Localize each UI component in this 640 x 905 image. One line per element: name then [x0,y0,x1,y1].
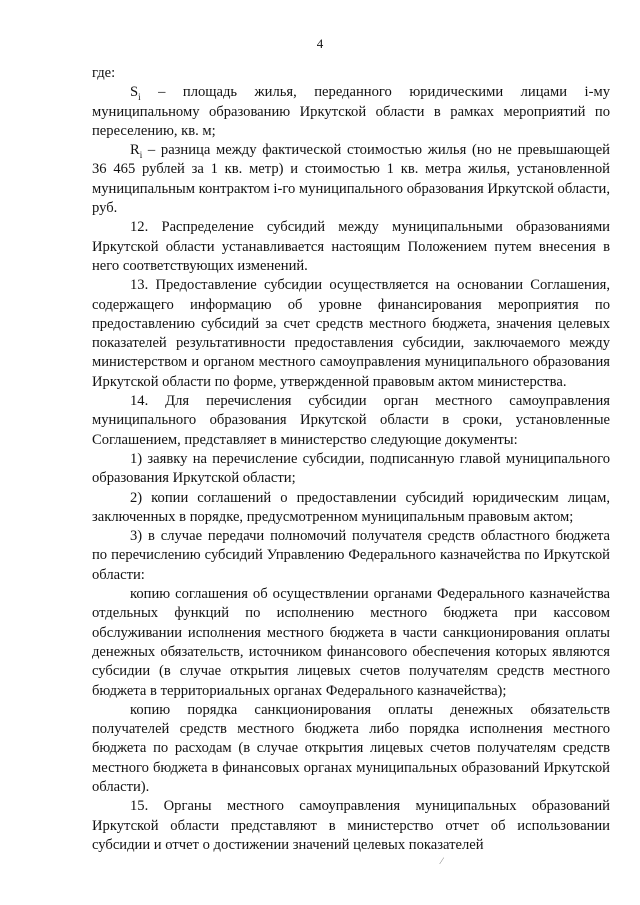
paragraph-14-item-3: 3) в случае передачи полномочий получателя средств областного бюджета по перечислению субсидий Управлению Федерального казначейства по Иркутской области: [92,528,610,583]
variable-r: R [130,142,140,159]
paragraph-s-definition [92,83,610,141]
paragraph-14-item-1: 1) заявку на перечисление субсидии, подписанную главой муниципального образования Иркутской области; [92,450,610,487]
page-number: 4 [316,36,324,51]
r-definition-text: – разница между фактической стоимостью жилья (но не превышающей 36 465 рублей за 1 кв. метр) и стоимостью 1 кв. метра жилья, установленной муниципальным контрактом i-го муниципального образования Иркутской области, руб. [92,142,610,217]
stray-pen-mark: ⁄ [441,856,443,866]
paragraph-14-item-2: 2) копии соглашений о предоставлении субсидий юридическим лицам, заключенных в порядке, предусмотренном муниципальным правовым актом; [92,489,610,525]
variable-s-subscript: i [138,92,141,103]
document-body [92,64,610,855]
paragraph-15: 15. Органы местного самоуправления муниципальных образований Иркутской области представляют в министерство отчет об использовании субсидии и отчет о достижении значений целевых показателей [92,798,610,853]
variable-s: S [130,84,139,101]
s-definition-text: – площадь жилья, переданного юридическими лицами i-му муниципальному образованию Иркутской области в рамках мероприятий по переселению, кв. м; [92,84,610,139]
paragraph-r-definition [92,141,610,218]
paragraph-13: 13. Предоставление субсидии осуществляется на основании Соглашения, содержащего информацию об уровне финансирования мероприятия по предоставлению субсидий за счет средств местного бюджета, значения целевых показателей результативности предоставления субсидии, заключаемого между министерством и органом местного самоуправления муниципального образования Иркутской области по форме, утвержденной правовым актом министерства. [92,277,610,390]
paragraph-14-item-3-agreement-copy: копию соглашения об осуществлении органами Федерального казначейства отдельных функций по исполнению местного бюджета при кассовом обслуживании исполнения местного бюджета в части санкционирования оплаты денежных обязательств, источником финансового обеспечения которых являются субсидии (в случае открытия лицевых счетов получателям средств местного бюджета в территориальных органах Федерального казначейства); [92,586,610,699]
paragraph-14-item-3-procedure-copy: копию порядка санкционирования оплаты денежных обязательств получателей средств местного бюджета либо порядка исполнения местного бюджета по расходам (в случае открытия лицевых счетов получателям средств местного бюджета в финансовых органах муниципальных образований Иркутской области). [92,701,610,795]
paragraph-12: 12. Распределение субсидий между муниципальными образованиями Иркутской области устанавливается настоящим Положением путем внесения в него соответствующих изменений. [92,219,610,274]
variable-r-subscript: i [139,150,143,161]
paragraph-where: где: [92,65,116,81]
paragraph-14: 14. Для перечисления субсидии орган местного самоуправления муниципального образования Иркутской области в сроки, установленные Соглашением, представляет в министерство следующие документы: [92,393,610,448]
